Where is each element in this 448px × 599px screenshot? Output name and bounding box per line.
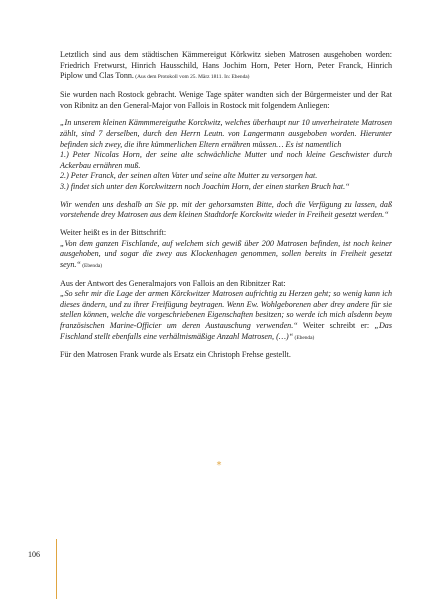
- paragraph-middle: Weiter schreibt er:: [297, 321, 375, 330]
- quote-fischland: „Von dem ganzen Fischlande, auf welchem sich gewiß über 200 Matrosen befinden, ist noch keiner ausgehoben, und sogar die zwey aus Klockenhagen genommen, sollen bereits in Freiheit gesetzt seyn.“: [60, 238, 392, 269]
- asterisk-ornament-icon: *: [216, 460, 222, 471]
- paragraph-frehse: Für den Matrosen Frank wurde als Ersatz ein Christoph Frehse gestellt.: [60, 350, 291, 360]
- margin-rule: [56, 539, 57, 599]
- body-text: [60, 50, 392, 361]
- paragraph-bittschrift: [60, 228, 392, 271]
- paragraph-intro: Aus der Antwort des Generalmajors von Fallois an den Ribnitzer Rat:: [60, 278, 286, 288]
- quote-line: „In unserem kleinen Kämmmereiguthe Korckwitz, welches überhaupt nur 10 unverheiratete Matrosen zählt, sind 7 derselben, durch den Herrn Leutn. von Langermann ausgeboben worden. Hierunter befinden sich zwey, die ihre kümmerlichen Eltern ernähren müssen… Es ist namentlich: [60, 118, 392, 149]
- paragraph-rostock: Sie wurden nach Rostock gebracht. Wenige Tage später wandten sich der Bürgermeister und der Rat von Ribnitz an den General-Major von Fallois in Rostock mit folgendem Anliegen:: [60, 89, 392, 110]
- quote-fallois: „So sehr mir die Lage der armen Körckwitzer Matrosen aufrichtig zu Herzen geht; so wenig kann ich dieses ändern, und zu ihrer Freifügung beytragen. Wenn Ew. Wohlgeborenen aber drey andere für sie stellen können, welche die vorgeschriebenen Eigenschaften besitzen; so werde ich mich alsdenn beym französischen Marine-Officier um deren Austauschung verwenden.“: [60, 289, 392, 330]
- quote-fallois-2: „Das Fischland stellt ebenfalls eine verhältnismäßige Anzahl Matrosen, (…)“: [60, 321, 392, 341]
- quote-line: 3.) findet sich unter den Korckwitzern noch Joachim Horn, der einen starken Bruch hat.“: [60, 181, 350, 191]
- quote-line: 1.) Peter Nicolas Horn, der seine alte schwächliche Mutter und noch kleine Geschwister durch Ackerbau ernähren muß.: [60, 150, 392, 170]
- paragraph-intro: Weiter heißt es in der Bittschrift:: [60, 228, 167, 238]
- paragraph-matrosen-list: [60, 50, 392, 83]
- paragraph-fallois-answer: [60, 279, 392, 344]
- source-note: (Ebenda): [80, 262, 103, 269]
- quote-line: 2.) Peter Franck, der seinen alten Vater und seine alte Mutter zu versorgen hat.: [60, 171, 318, 181]
- page-number: 106: [28, 550, 40, 559]
- paragraph-text: Letztlich sind aus dem städtischen Kämmereigut Körkwitz sieben Matrosen ausgehoben worden: Friedrich Fretwurst, Hinrich Hausschild, Hans Jochim Horn, Peter Horn, Peter Franck, Hinrich Piplow und Clas Tonn.: [60, 50, 392, 81]
- quote-korckwitz: [60, 118, 392, 192]
- source-note: (Ebenda): [293, 334, 315, 341]
- source-note: (Aus dem Protokoll vom 25. März 1811. In: Ebenda): [133, 74, 250, 81]
- quote-request: Wir wenden uns deshalb an Sie pp. mit der gehorsamsten Bitte, doch die Verfügung zu lassen, daß vorstehende drey Matrosen aus dem kleinen Stadtdorfe Korckwitz wieder in Freiheit gesetzt werden.“: [60, 199, 392, 220]
